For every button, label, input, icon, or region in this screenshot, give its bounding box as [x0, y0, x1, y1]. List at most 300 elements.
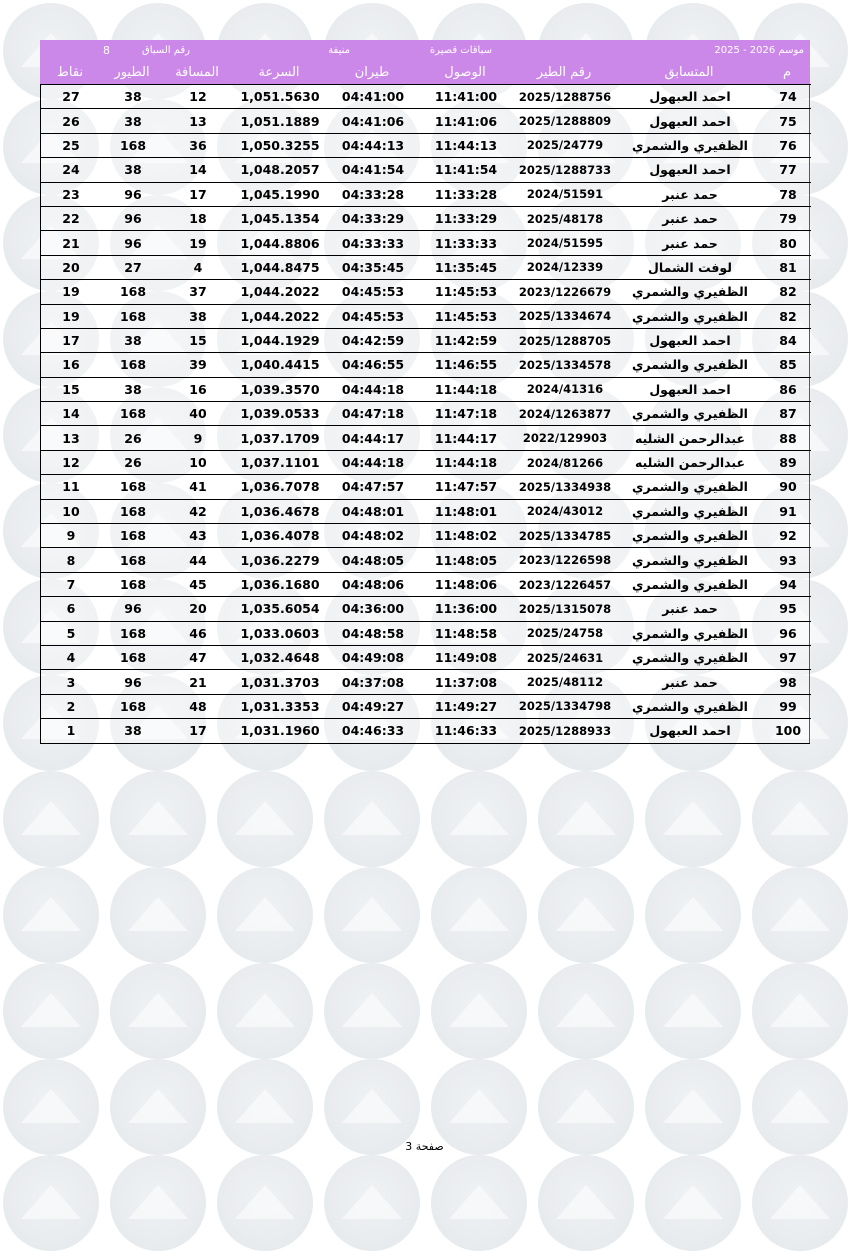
table-row: [41, 279, 811, 303]
cell-m: 74: [779, 89, 797, 105]
cell-points: 25: [62, 137, 80, 153]
cell-speed: 1,036.4678: [240, 503, 320, 519]
watermark-logo: [752, 963, 848, 1059]
cell-distance: 17: [189, 723, 207, 739]
cell-speed: 1,045.1354: [240, 211, 320, 227]
cell-ring: 2025/1334578: [518, 357, 612, 372]
cell-ring: 2025/1288705: [518, 333, 612, 348]
cell-arrival: 11:49:27: [434, 698, 498, 714]
cell-ring: 2025/1334938: [518, 479, 612, 494]
watermark-logo: [645, 771, 741, 867]
cell-name: الظفيري والشمري: [632, 137, 748, 153]
cell-distance: 42: [189, 503, 207, 519]
cell-name: الظفيري والشمري: [632, 357, 748, 373]
cell-m: 84: [779, 333, 797, 349]
cell-flight: 04:48:01: [341, 503, 405, 519]
cell-flight: 04:36:00: [341, 601, 405, 617]
cell-ring: 2024/12339: [526, 260, 604, 275]
table-row: [41, 157, 811, 181]
cell-distance: 15: [189, 333, 207, 349]
cell-ring: 2025/1288809: [518, 114, 612, 129]
cell-m: 92: [779, 528, 797, 544]
cell-name: احمد العبهول: [649, 723, 731, 739]
cell-points: 3: [66, 674, 76, 690]
cell-m: 82: [779, 284, 797, 300]
cell-points: 17: [62, 333, 80, 349]
cell-name: الظفيري والشمري: [632, 479, 748, 495]
table-row: [41, 182, 811, 206]
cell-birds: 168: [119, 308, 147, 324]
cell-ring: 2022/129903: [522, 431, 608, 446]
cell-speed: 1,032.4648: [240, 650, 320, 666]
cell-distance: 21: [189, 674, 207, 690]
cell-ring: 2025/1334674: [518, 309, 612, 324]
cell-name: الظفيري والشمري: [632, 406, 748, 422]
watermark-logo: [645, 963, 741, 1059]
watermark-logo: [645, 1155, 741, 1251]
watermark-logo: [538, 1155, 634, 1251]
cell-birds: 168: [119, 284, 147, 300]
watermark-logo: [110, 963, 206, 1059]
cell-ring: 2025/48178: [526, 211, 604, 226]
cell-arrival: 11:44:18: [434, 455, 498, 471]
table-row: [41, 377, 811, 401]
cell-name: حمد عنبر: [662, 601, 718, 617]
cell-arrival: 11:44:13: [434, 137, 498, 153]
cell-m: 86: [779, 381, 797, 397]
cell-m: 88: [779, 430, 797, 446]
cell-points: 5: [66, 625, 76, 641]
cell-birds: 168: [119, 503, 147, 519]
cell-speed: 1,051.1889: [240, 113, 320, 129]
table-row: [41, 547, 811, 571]
cell-m: 98: [779, 674, 797, 690]
cell-distance: 10: [189, 455, 207, 471]
cell-birds: 168: [119, 479, 147, 495]
cell-flight: 04:48:58: [341, 625, 405, 641]
watermark-logo: [217, 963, 313, 1059]
cell-flight: 04:47:57: [341, 479, 405, 495]
cell-distance: 48: [189, 698, 207, 714]
race-number: 8: [103, 43, 110, 57]
cell-distance: 40: [189, 406, 207, 422]
cell-ring: 2023/1226457: [518, 577, 612, 592]
watermark-logo: [110, 1155, 206, 1251]
cell-name: حمد عنبر: [662, 674, 718, 690]
cell-flight: 04:42:59: [341, 333, 405, 349]
cell-arrival: 11:46:55: [434, 357, 498, 373]
cell-arrival: 11:48:58: [434, 625, 498, 641]
cell-birds: 27: [124, 259, 142, 275]
cell-name: احمد العبهول: [649, 113, 731, 129]
watermark-logo: [431, 867, 527, 963]
table-row: [41, 230, 811, 254]
cell-arrival: 11:33:28: [434, 186, 498, 202]
cell-speed: 1,051.5630: [240, 89, 320, 105]
cell-speed: 1,044.1929: [240, 333, 320, 349]
cell-birds: 38: [124, 333, 142, 349]
watermark-logo: [3, 771, 99, 867]
watermark-logo: [538, 771, 634, 867]
cell-ring: 2025/1334798: [518, 699, 612, 714]
cell-ring: 2025/1334785: [518, 528, 612, 543]
cell-m: 100: [774, 723, 802, 739]
cell-distance: 39: [189, 357, 207, 373]
cell-name: الظفيري والشمري: [632, 698, 748, 714]
col-points: نقاط: [56, 64, 84, 80]
cell-distance: 20: [189, 601, 207, 617]
cell-name: احمد العبهول: [649, 162, 731, 178]
cell-speed: 1,050.3255: [240, 137, 320, 153]
cell-birds: 38: [124, 162, 142, 178]
cell-flight: 04:48:05: [341, 552, 405, 568]
cell-flight: 04:46:33: [341, 723, 405, 739]
cell-birds: 96: [124, 601, 142, 617]
cell-flight: 04:41:00: [341, 89, 405, 105]
cell-flight: 04:33:29: [341, 211, 405, 227]
page-number: صفحة 3: [405, 1140, 444, 1153]
cell-arrival: 11:36:00: [434, 601, 498, 617]
cell-ring: 2025/1288733: [518, 162, 612, 177]
cell-points: 13: [62, 430, 80, 446]
cell-arrival: 11:41:06: [434, 113, 498, 129]
cell-speed: 1,033.0603: [240, 625, 320, 641]
cell-points: 24: [62, 162, 80, 178]
table-row: [41, 352, 811, 376]
cell-flight: 04:48:02: [341, 528, 405, 544]
cell-ring: 2023/1226598: [518, 553, 612, 568]
cell-distance: 44: [189, 552, 207, 568]
cell-points: 11: [62, 479, 80, 495]
col-name: المتسابق: [664, 64, 714, 80]
col-birds: الطيور: [114, 64, 150, 80]
cell-speed: 1,048.2057: [240, 162, 320, 178]
col-distance: المسافة: [175, 64, 219, 80]
cell-distance: 9: [193, 430, 203, 446]
table-row: [41, 206, 811, 230]
cell-arrival: 11:46:33: [434, 723, 498, 739]
cell-points: 19: [62, 308, 80, 324]
cell-name: حمد عنبر: [662, 235, 718, 251]
cell-m: 78: [779, 186, 797, 202]
cell-points: 7: [66, 577, 76, 592]
cell-flight: 04:45:53: [341, 284, 405, 300]
cell-m: 76: [779, 137, 797, 153]
cell-flight: 04:37:08: [341, 674, 405, 690]
cell-points: 2: [66, 698, 76, 714]
results-sheet: [40, 40, 810, 744]
table-row: [41, 255, 811, 279]
cell-flight: 04:47:18: [341, 406, 405, 422]
column-headers: [40, 60, 810, 84]
cell-flight: 04:44:18: [341, 455, 405, 471]
watermark-logo: [645, 867, 741, 963]
table-row: [41, 450, 811, 474]
cell-ring: 2024/43012: [526, 504, 604, 519]
table-row: [41, 108, 811, 132]
cell-points: 27: [62, 89, 80, 105]
cell-m: 93: [779, 552, 797, 568]
cell-arrival: 11:44:18: [434, 381, 498, 397]
cell-speed: 1,039.3570: [240, 381, 320, 397]
col-speed: السرعة: [258, 64, 300, 80]
col-flight: طيران: [354, 64, 390, 80]
cell-arrival: 11:33:29: [434, 211, 498, 227]
cell-flight: 04:33:33: [341, 235, 405, 251]
cell-name: احمد العبهول: [649, 89, 731, 105]
cell-m: 99: [779, 698, 797, 714]
cell-birds: 168: [119, 625, 147, 641]
cell-name: عبدالرحمن الشليه: [634, 430, 746, 446]
watermark-logo: [538, 963, 634, 1059]
watermark-logo: [538, 867, 634, 963]
col-m: م: [782, 64, 792, 80]
watermark-logo: [110, 771, 206, 867]
cell-arrival: 11:35:45: [434, 259, 498, 275]
cell-distance: 47: [189, 650, 207, 666]
cell-name: الظفيري والشمري: [632, 528, 748, 544]
cell-m: 87: [779, 406, 797, 422]
cell-speed: 1,036.2279: [240, 552, 320, 568]
cell-arrival: 11:42:59: [434, 333, 498, 349]
cell-birds: 168: [119, 357, 147, 373]
cell-points: 26: [62, 113, 80, 129]
cell-m: 97: [779, 650, 797, 666]
cell-points: 1: [66, 723, 76, 739]
cell-ring: 2024/1263877: [518, 406, 612, 421]
cell-speed: 1,036.1680: [240, 577, 320, 592]
cell-name: عبدالرحمن الشليه: [634, 455, 746, 471]
cell-arrival: 11:47:18: [434, 406, 498, 422]
cell-distance: 14: [189, 162, 207, 178]
cell-arrival: 11:45:53: [434, 284, 498, 300]
cell-arrival: 11:41:54: [434, 162, 498, 178]
cell-flight: 04:46:55: [341, 357, 405, 373]
cell-m: 94: [779, 577, 797, 592]
cell-points: 16: [62, 357, 80, 373]
cell-speed: 1,044.8806: [240, 235, 320, 251]
cell-ring: 2024/81266: [526, 455, 604, 470]
cell-ring: 2023/1226679: [518, 284, 612, 299]
cell-name: الظفيري والشمري: [632, 503, 748, 519]
cell-m: 90: [779, 479, 797, 495]
cell-name: الظفيري والشمري: [632, 308, 748, 324]
table-row: [41, 669, 811, 693]
cell-points: 9: [66, 528, 76, 544]
cell-speed: 1,031.1960: [240, 723, 320, 739]
cell-birds: 96: [124, 674, 142, 690]
table-row: [41, 621, 811, 645]
watermark-logo: [752, 1155, 848, 1251]
cell-points: 23: [62, 186, 80, 202]
cell-speed: 1,036.7078: [240, 479, 320, 495]
cell-m: 80: [779, 235, 797, 251]
cell-flight: 04:33:28: [341, 186, 405, 202]
cell-flight: 04:49:27: [341, 698, 405, 714]
watermark-logo: [3, 1155, 99, 1251]
cell-m: 89: [779, 455, 797, 471]
cell-m: 79: [779, 211, 797, 227]
cell-distance: 46: [189, 625, 207, 641]
cell-ring: 2025/24779: [526, 138, 604, 153]
cell-flight: 04:44:17: [341, 430, 405, 446]
table-row: [41, 304, 811, 328]
cell-ring: 2025/1288933: [518, 723, 612, 738]
watermark-logo: [324, 963, 420, 1059]
cell-birds: 38: [124, 723, 142, 739]
table-row: [41, 425, 811, 449]
cell-m: 91: [779, 503, 797, 519]
cell-m: 85: [779, 357, 797, 373]
table-row: [41, 523, 811, 547]
table-row: [41, 718, 811, 742]
cell-m: 81: [779, 259, 797, 275]
cell-birds: 38: [124, 381, 142, 397]
header-bar: [40, 40, 810, 60]
race-type: سباقات قصيرة: [429, 44, 492, 56]
table-row: [41, 596, 811, 620]
cell-birds: 168: [119, 406, 147, 422]
cell-arrival: 11:48:05: [434, 552, 498, 568]
cell-speed: 1,044.2022: [240, 284, 320, 300]
watermark-logo: [110, 867, 206, 963]
cell-m: 95: [779, 601, 797, 617]
cell-ring: 2025/1315078: [518, 601, 612, 616]
cell-distance: 17: [189, 186, 207, 202]
watermark-logo: [3, 963, 99, 1059]
cell-arrival: 11:41:00: [434, 89, 498, 105]
cell-name: احمد العبهول: [649, 381, 731, 397]
cell-speed: 1,036.4078: [240, 528, 320, 544]
watermark-logo: [3, 867, 99, 963]
watermark-logo: [217, 771, 313, 867]
watermark-logo: [431, 963, 527, 1059]
cell-points: 14: [62, 406, 80, 422]
cell-ring: 2025/1288756: [518, 89, 612, 104]
cell-ring: 2025/24631: [526, 650, 604, 665]
watermark-logo: [324, 1155, 420, 1251]
cell-points: 4: [66, 650, 76, 666]
watermark-logo: [431, 771, 527, 867]
watermark-logo: [752, 771, 848, 867]
table-row: [41, 133, 811, 157]
cell-name: لوفت الشمال: [648, 259, 732, 275]
cell-birds: 168: [119, 137, 147, 153]
cell-speed: 1,044.8475: [240, 259, 320, 275]
cell-arrival: 11:37:08: [434, 674, 498, 690]
table-row: [41, 694, 811, 718]
watermark-logo: [217, 867, 313, 963]
cell-birds: 96: [124, 211, 142, 227]
cell-name: الظفيري والشمري: [632, 625, 748, 641]
cell-speed: 1,040.4415: [240, 357, 320, 373]
cell-points: 12: [62, 455, 80, 471]
cell-flight: 04:35:45: [341, 259, 405, 275]
race-number-label: رقم السباق: [141, 44, 190, 56]
cell-m: 75: [779, 113, 797, 129]
cell-points: 8: [66, 552, 76, 568]
cell-distance: 43: [189, 528, 207, 544]
table-row: [41, 328, 811, 352]
cell-distance: 45: [189, 577, 207, 592]
cell-speed: 1,031.3353: [240, 698, 320, 714]
cell-arrival: 11:47:57: [434, 479, 498, 495]
cell-points: 21: [62, 235, 80, 251]
table-row: [41, 499, 811, 523]
cell-ring: 2024/41316: [526, 382, 604, 397]
cell-distance: 36: [189, 137, 207, 153]
cell-speed: 1,037.1709: [240, 430, 320, 446]
cell-flight: 04:41:06: [341, 113, 405, 129]
col-arrival: الوصول: [444, 64, 486, 80]
cell-m: 96: [779, 625, 797, 641]
cell-birds: 168: [119, 552, 147, 568]
cell-speed: 1,037.1101: [240, 455, 320, 471]
watermark-logo: [324, 867, 420, 963]
cell-arrival: 11:48:06: [434, 577, 498, 592]
watermark-logo: [431, 1155, 527, 1251]
cell-name: حمد عنبر: [662, 186, 718, 202]
cell-name: الظفيري والشمري: [632, 577, 748, 592]
cell-flight: 04:41:54: [341, 162, 405, 178]
cell-distance: 13: [189, 113, 207, 129]
cell-points: 20: [62, 259, 80, 275]
cell-m: 82: [779, 308, 797, 324]
table-row: [41, 645, 811, 669]
cell-arrival: 11:48:02: [434, 528, 498, 544]
category: منيفة: [328, 44, 350, 56]
cell-flight: 04:44:18: [341, 381, 405, 397]
cell-points: 15: [62, 381, 80, 397]
cell-distance: 38: [189, 308, 207, 324]
cell-arrival: 11:44:17: [434, 430, 498, 446]
cell-ring: 2024/51591: [526, 187, 604, 202]
cell-distance: 12: [189, 89, 207, 105]
cell-arrival: 11:33:33: [434, 235, 498, 251]
cell-speed: 1,039.0533: [240, 406, 320, 422]
cell-arrival: 11:45:53: [434, 308, 498, 324]
cell-birds: 38: [124, 89, 142, 105]
cell-m: 77: [779, 162, 797, 178]
cell-birds: 26: [124, 430, 142, 446]
cell-name: حمد عنبر: [662, 211, 718, 227]
cell-points: 22: [62, 211, 80, 227]
cell-name: الظفيري والشمري: [632, 284, 748, 300]
cell-ring: 2024/51595: [526, 236, 604, 251]
cell-ring: 2025/48112: [526, 675, 604, 690]
results-table: [40, 84, 810, 744]
cell-points: 10: [62, 503, 80, 519]
cell-name: الظفيري والشمري: [632, 650, 748, 666]
cell-ring: 2025/24758: [526, 626, 604, 641]
table-row: [41, 474, 811, 498]
cell-birds: 168: [119, 528, 147, 544]
cell-name: احمد العبهول: [649, 333, 731, 349]
season-label: موسم 2026 - 2025: [714, 44, 804, 56]
cell-birds: 96: [124, 186, 142, 202]
cell-distance: 18: [189, 211, 207, 227]
cell-flight: 04:49:08: [341, 650, 405, 666]
watermark-logo: [324, 771, 420, 867]
cell-birds: 168: [119, 577, 147, 592]
cell-flight: 04:48:06: [341, 577, 405, 592]
table-row: [41, 84, 811, 108]
cell-distance: 19: [189, 235, 207, 251]
watermark-logo: [752, 867, 848, 963]
cell-speed: 1,031.3703: [240, 674, 320, 690]
watermark-logo: [217, 1155, 313, 1251]
cell-name: الظفيري والشمري: [632, 552, 748, 568]
